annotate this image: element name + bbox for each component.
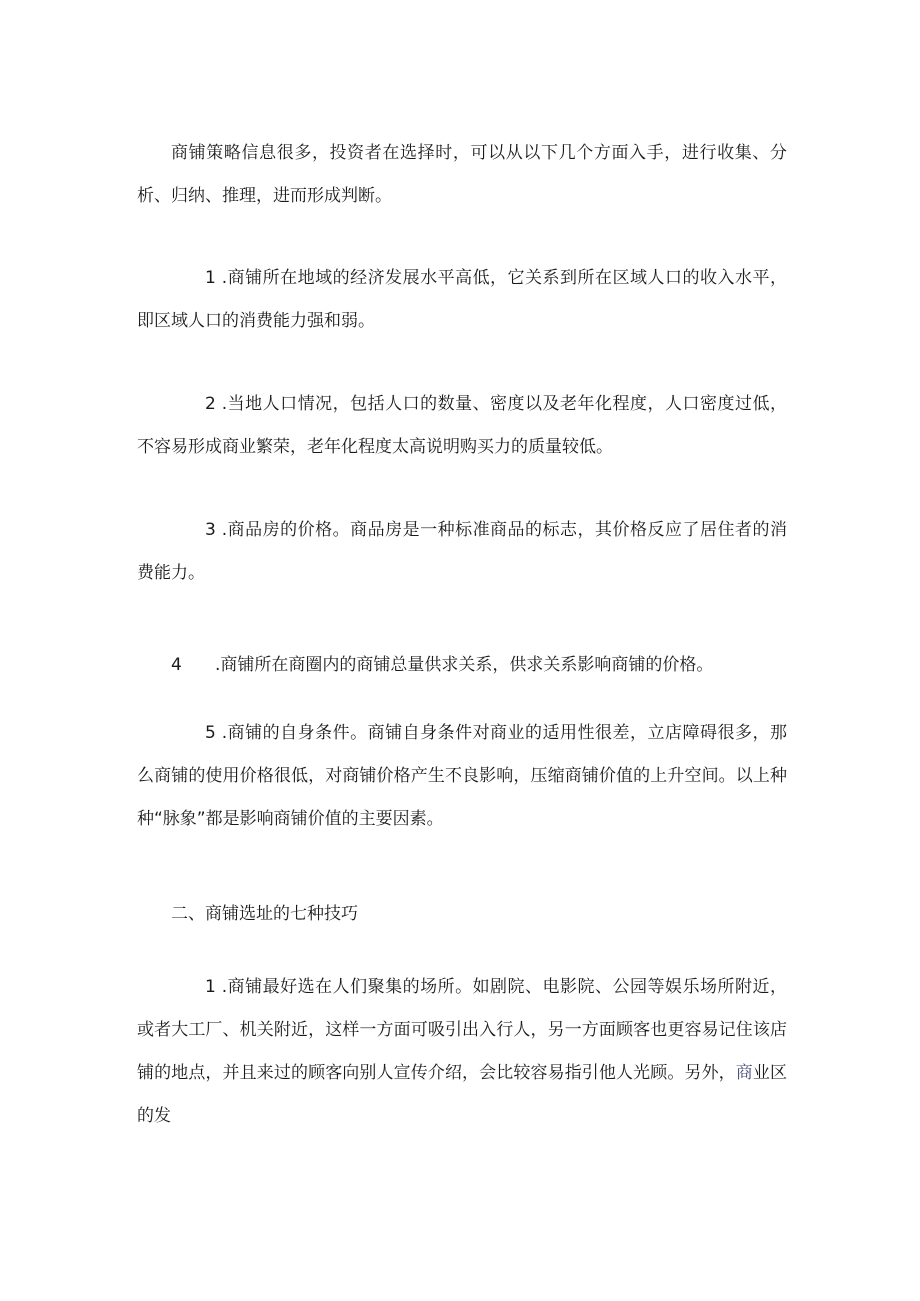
list-item	[137, 644, 787, 687]
item-text: .商铺所在商圈内的商铺总量供求关系，供求关系影响商铺的价格。	[215, 655, 714, 675]
list-item	[137, 383, 787, 469]
item-text: .商品房的价格。商品房是一种标准商品的标志，其价格反应了居住者的消费能力。	[137, 520, 787, 583]
intro-paragraph	[137, 132, 787, 218]
item-number: 4	[171, 655, 182, 675]
item-text: .商铺所在地域的经济发展水平高低，它关系到所在区域人口的收入水平，即区域人口的消费能力强和弱。	[137, 268, 787, 331]
item-text: .当地人口情况，包括人口的数量、密度以及老年化程度，人口密度过低，不容易形成商业繁荣，老年化程度太高说明购买力的质量较低。	[137, 394, 787, 457]
item-text: .商铺最好选在人们聚集的场所。如剧院、电影院、公园等娱乐场所附近，或者大工厂、机关附近，这样一方面可吸引出入行人，另一方面顾客也更容易记住该店铺的地点，并且来过的顾客向别人宣传介绍，会比较容易指引他人光顾。另外，	[137, 977, 787, 1083]
list-item	[137, 966, 787, 1138]
item-text-tail: 业区的发	[137, 1063, 788, 1126]
item-text: .商铺的自身条件。商铺自身条件对商业的适用性很差，立店障碍很多，那么商铺的使用价格很低，对商铺价格产生不良影响，压缩商铺价值的上升空间。以上种种“脉象”都是影响商铺价值的主要因素。	[137, 723, 787, 829]
section-heading: 二、商铺选址的七种技巧	[171, 904, 358, 924]
item-number: 2	[205, 394, 216, 414]
item-number: 5	[205, 723, 216, 743]
list-item	[137, 257, 787, 343]
item-number: 1	[205, 977, 216, 997]
list-item	[137, 712, 787, 841]
list-item	[137, 509, 787, 595]
item-number: 3	[205, 520, 216, 540]
item-text-accent: 商	[735, 1063, 753, 1083]
item-number: 1	[205, 268, 216, 288]
intro-text: 商铺策略信息很多，投资者在选择时，可以从以下几个方面入手，进行收集、分析、归纳、推理，进而形成判断。	[137, 143, 787, 206]
